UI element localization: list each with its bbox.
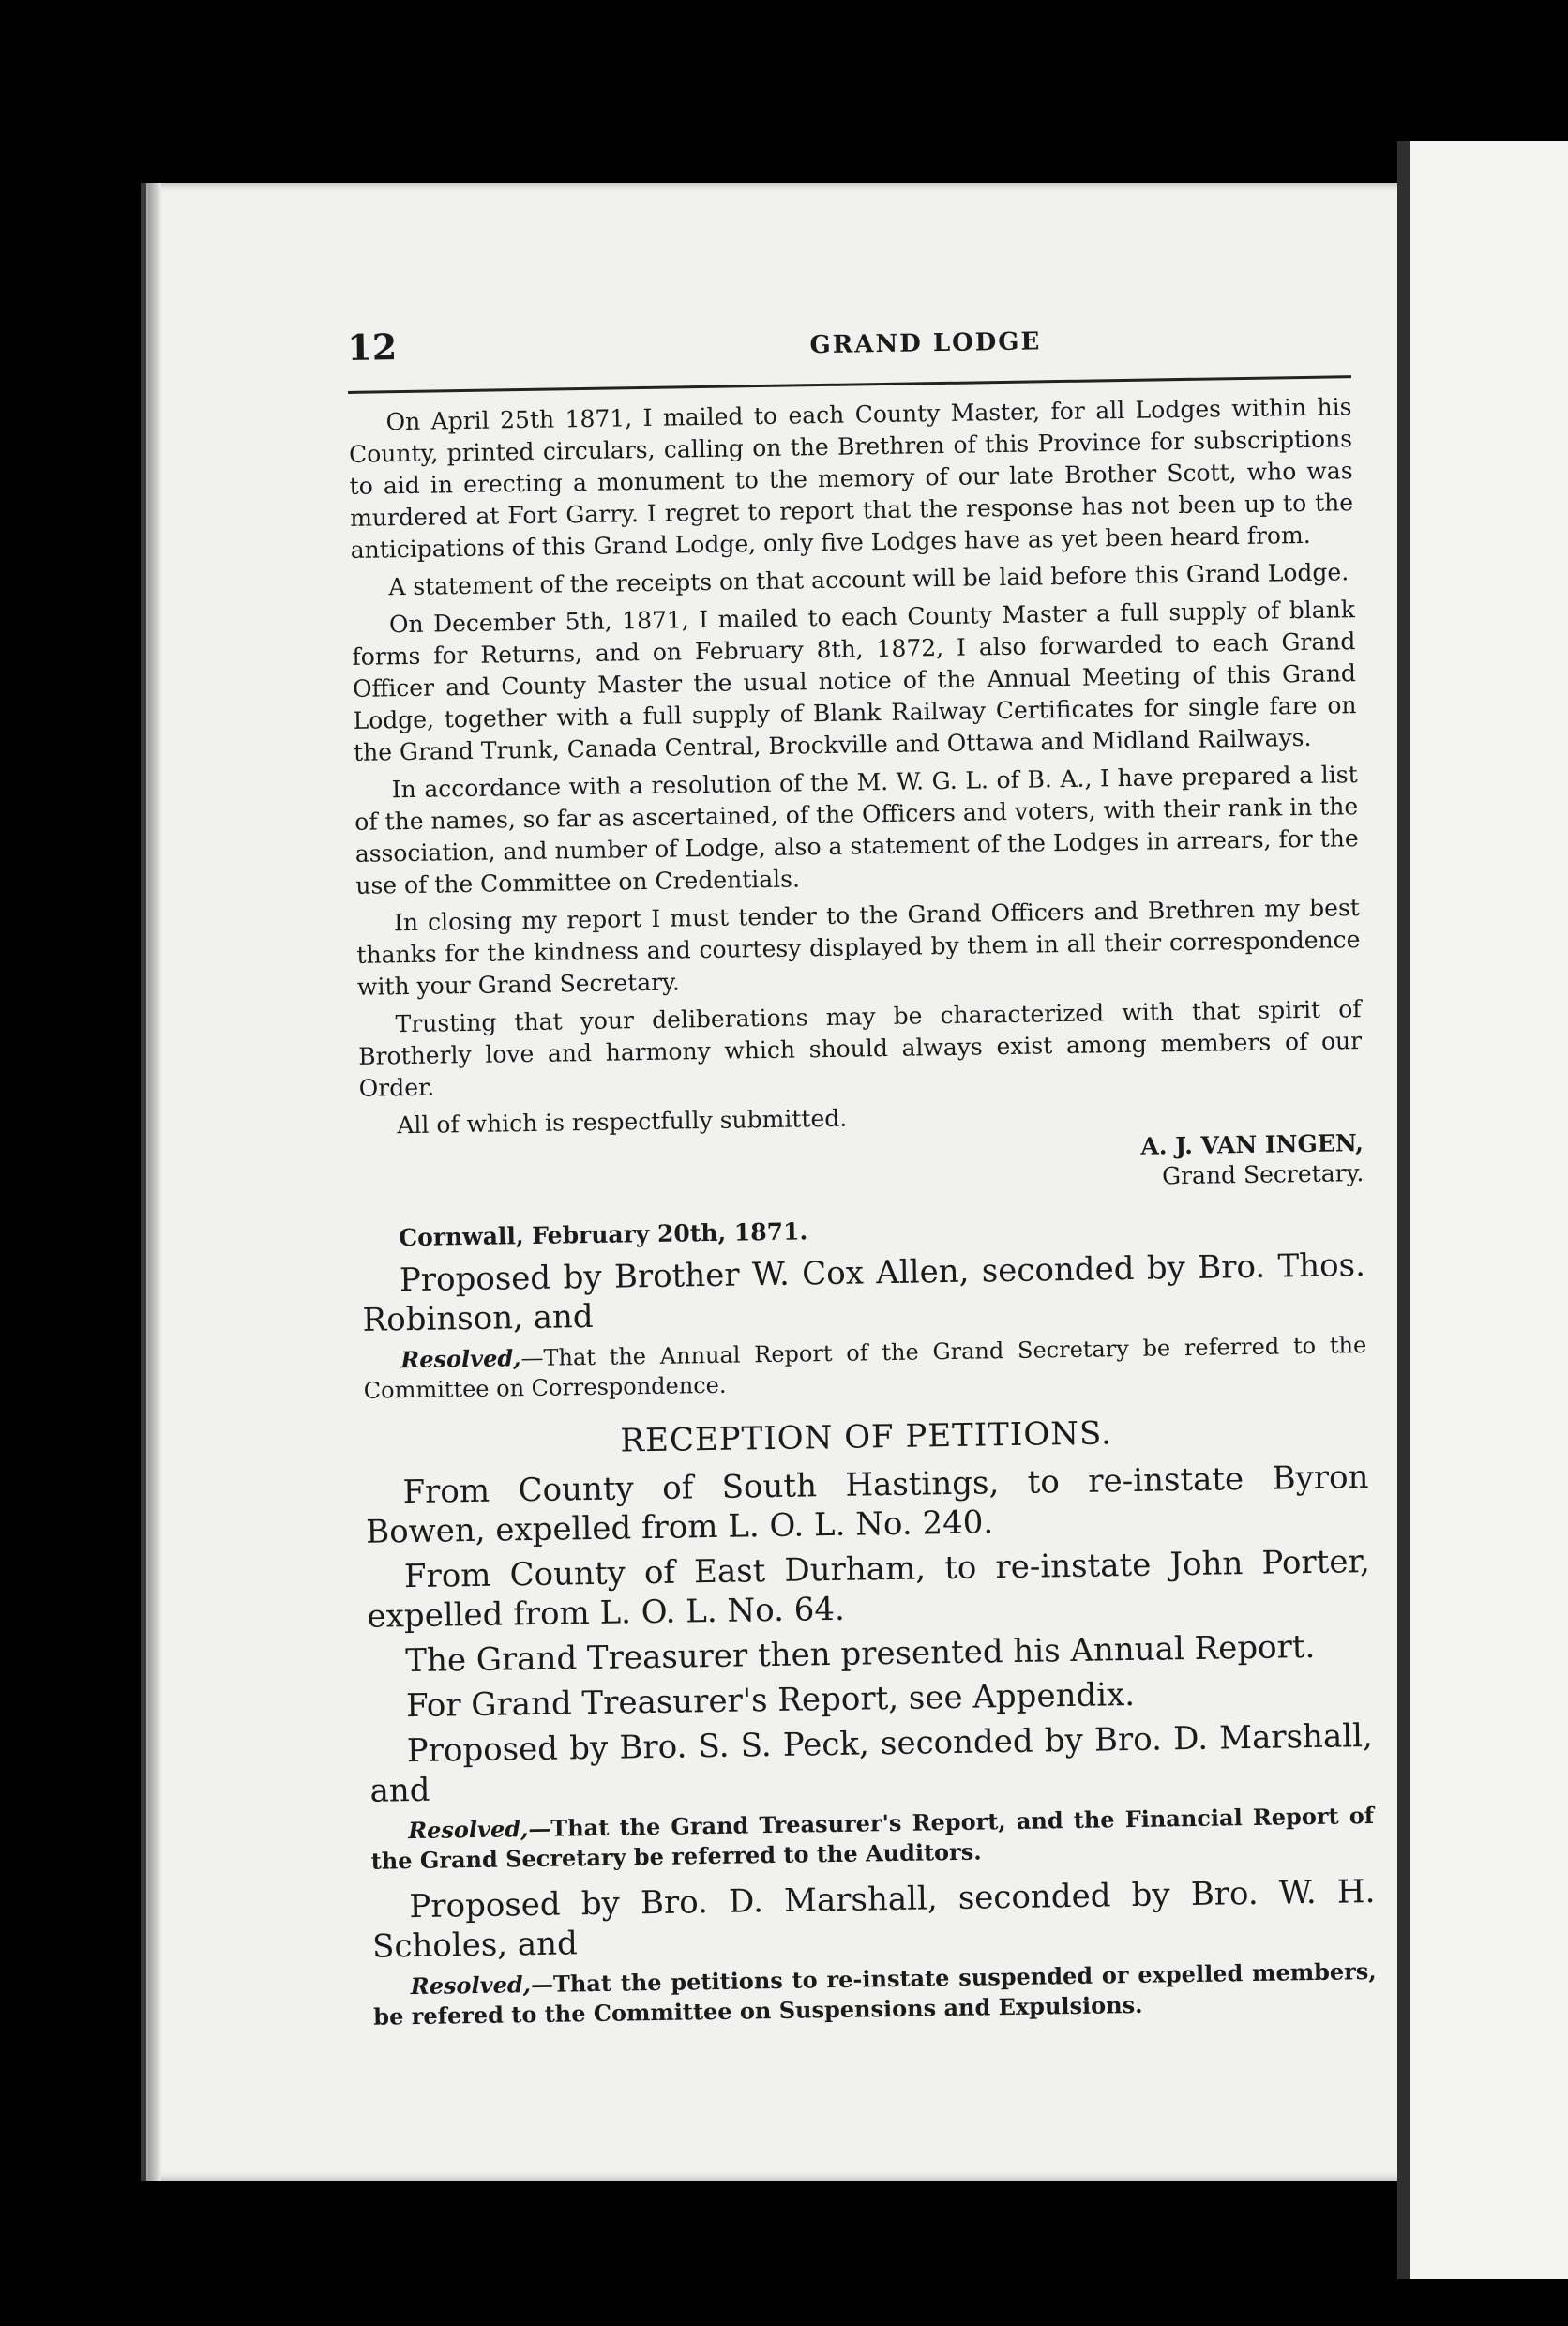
petition-item: For Grand Treasurer's Report, see Appendix. xyxy=(405,1675,1136,1726)
report-paragraph: Trusting that your deliberations may be characterized with that spirit of Brotherly love and harmony which should always exist among members of our Order. xyxy=(357,995,1363,1102)
report-paragraph: A statement of the receipts on that account will be laid before this Grand Lodge. xyxy=(388,558,1349,601)
header-rule xyxy=(348,375,1351,394)
petition-item: The Grand Treasurer then presented his Annual Report. xyxy=(405,1627,1316,1681)
motion-proposal: Proposed by Brother W. Cox Allen, seconded by Bro. Thos. Robinson, and xyxy=(362,1246,1366,1339)
page-body xyxy=(348,391,1377,2032)
report-paragraph: In accordance with a resolution of the M. W. G. L. of B. A., I have prepared a list of the names, so far as ascertained, of the Officers and voters, with their rank in the association, and number of Lodge, also a statement of the Lodges in arrears, for the use of the Committee on Credentials. xyxy=(354,761,1359,899)
resolved-text: —That the petitions to re-instate suspended or expelled members, be refered to the Committee on Suspensions and Expulsions. xyxy=(373,1956,1377,2031)
petition-item: From County of South Hastings, to re-instate Byron Bowen, expelled from L. O. L. No. 240. xyxy=(365,1458,1369,1551)
motion-proposal: Proposed by Bro. S. S. Peck, seconded by Bro. D. Marshall, and xyxy=(369,1716,1374,1810)
report-paragraph: On April 25th 1871, I mailed to each County Master, for all Lodges within his County, printed circulars, calling on the Brethren of this Province for subscriptions to aid in erecting a monument to the memory of our late Brother Scott, who was murdered at Fort Garry. I regret to report that the response has not been up to the anticipations of this Grand Lodge, only five Lodges have as yet been heard from. xyxy=(348,393,1354,564)
petitions-list xyxy=(365,1458,1374,1811)
resolution-3 xyxy=(373,1956,1378,2032)
motion-3 xyxy=(371,1872,1376,1967)
page-text xyxy=(225,312,1377,2046)
section-heading: RECEPTION OF PETITIONS. xyxy=(620,1414,1113,1460)
resolved-label: Resolved, xyxy=(407,1815,529,1845)
resolution-2 xyxy=(370,1801,1375,1877)
report-paragraph: All of which is respectfully submitted. xyxy=(397,1104,848,1140)
secretary-report xyxy=(348,391,1363,1142)
running-head: GRAND LODGE xyxy=(809,327,1042,360)
report-paragraph: On December 5th, 1871, I mailed to each County Master a full supply of blank forms for Returns, and on February 8th, 1872, I also forwarded to each Grand Officer and County Master the usual notice of the Annual Meeting of this Grand Lodge, together with a full supply of Blank Railway Certificates for single fare on the Grand Trunk, Canada Central, Brockville and Ottawa and Midland Railways. xyxy=(352,596,1357,766)
report-paragraph: In closing my report I must tender to the Grand Officers and Brethren my best thanks for the kindness and courtesy displayed by them in all their correspondence with your Grand Secretary. xyxy=(356,894,1361,1001)
resolved-text: —That the Annual Report of the Grand Secretary be referred to the Committee on Correspondence. xyxy=(363,1332,1367,1404)
signature-name: A. J. VAN INGEN, xyxy=(1140,1129,1364,1160)
date-line: Cornwall, February 20th, 1871. xyxy=(399,1217,808,1252)
petition-item: From County of East Durham, to re-instate John Porter, expelled from L. O. L. No. 64. xyxy=(367,1542,1371,1636)
motion-proposal: Proposed by Bro. D. Marshall, seconded by Bro. W. H. Scholes, and xyxy=(371,1872,1376,1966)
page-number: 12 xyxy=(346,325,398,369)
facing-page-edge xyxy=(1397,141,1568,2279)
resolution-1 xyxy=(363,1330,1367,1406)
motion-1 xyxy=(362,1246,1366,1340)
resolved-text: —That the Grand Treasurer's Report, and the Financial Report of the Grand Secretary be referred to the Auditors. xyxy=(370,1801,1375,1875)
page-gutter-shadow xyxy=(148,183,161,2181)
resolved-label: Resolved, xyxy=(400,1344,521,1374)
signature-title: Grand Secretary. xyxy=(1161,1159,1364,1190)
resolved-label: Resolved, xyxy=(410,1971,532,2001)
